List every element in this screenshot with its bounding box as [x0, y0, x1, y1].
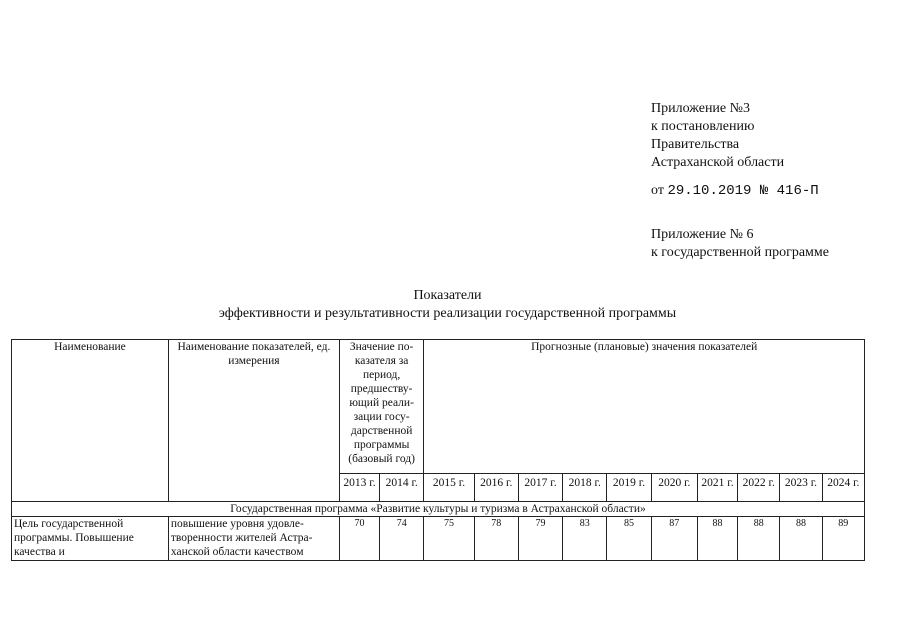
- value-cell: 87: [651, 517, 697, 561]
- value-cell: 85: [607, 517, 651, 561]
- header-base-period: Значение по-казателя за период, предшеству-ющий реали-зации госу-дарственной программы (базовый год): [339, 340, 423, 474]
- year-header: 2022 г.: [738, 474, 780, 502]
- year-header: 2024 г.: [822, 474, 864, 502]
- appendix-3-line: Правительства: [651, 137, 740, 152]
- value-cell: 83: [563, 517, 607, 561]
- value-cell: 74: [380, 517, 424, 561]
- year-header: 2014 г.: [380, 474, 424, 502]
- indicators-table: [11, 339, 865, 561]
- value-cell: 88: [738, 517, 780, 561]
- year-header: 2016 г.: [474, 474, 518, 502]
- appendix-6-line: к государственной программе: [651, 245, 829, 260]
- row-indicator-name: повышение уровня удовле-творенности жителей Астра-ханской области качеством: [168, 517, 339, 561]
- year-header: 2021 г.: [697, 474, 737, 502]
- value-cell: 88: [780, 517, 822, 561]
- year-header: 2018 г.: [563, 474, 607, 502]
- value-cell: 79: [518, 517, 562, 561]
- value-cell: 70: [339, 517, 379, 561]
- resolution-date-line: [651, 182, 819, 200]
- row-goal-name: Цель государственной программы. Повышение качества и: [12, 517, 169, 561]
- document-title: Показатели: [413, 288, 482, 303]
- value-cell: 88: [697, 517, 737, 561]
- appendix-3-line: Астраханской области: [651, 155, 785, 170]
- header-indicator: Наименование показателей, ед. измерения: [168, 340, 339, 502]
- year-header: 2019 г.: [607, 474, 651, 502]
- date-value: 29.10.2019 № 416-П: [667, 183, 819, 199]
- appendix-3-line: Приложение №3: [651, 101, 750, 116]
- header-name: Наименование: [12, 340, 169, 502]
- appendix-6-line: Приложение № 6: [651, 227, 754, 242]
- appendix-3-line: к постановлению: [651, 119, 755, 134]
- date-prefix: от: [651, 183, 664, 198]
- section-title: Государственная программа «Развитие культуры и туризма в Астраханской области»: [12, 502, 865, 517]
- appendix-3-block: [651, 100, 784, 172]
- document-subtitle: эффективности и результативности реализации государственной программы: [218, 306, 677, 321]
- year-header: 2015 г.: [424, 474, 474, 502]
- year-header: 2023 г.: [780, 474, 822, 502]
- year-header: 2020 г.: [651, 474, 697, 502]
- year-header: 2013 г.: [339, 474, 379, 502]
- year-header: 2017 г.: [518, 474, 562, 502]
- header-forecast: Прогнозные (плановые) значения показателей: [424, 340, 865, 474]
- value-cell: 78: [474, 517, 518, 561]
- appendix-6-block: [651, 226, 829, 262]
- value-cell: 75: [424, 517, 474, 561]
- value-cell: 89: [822, 517, 864, 561]
